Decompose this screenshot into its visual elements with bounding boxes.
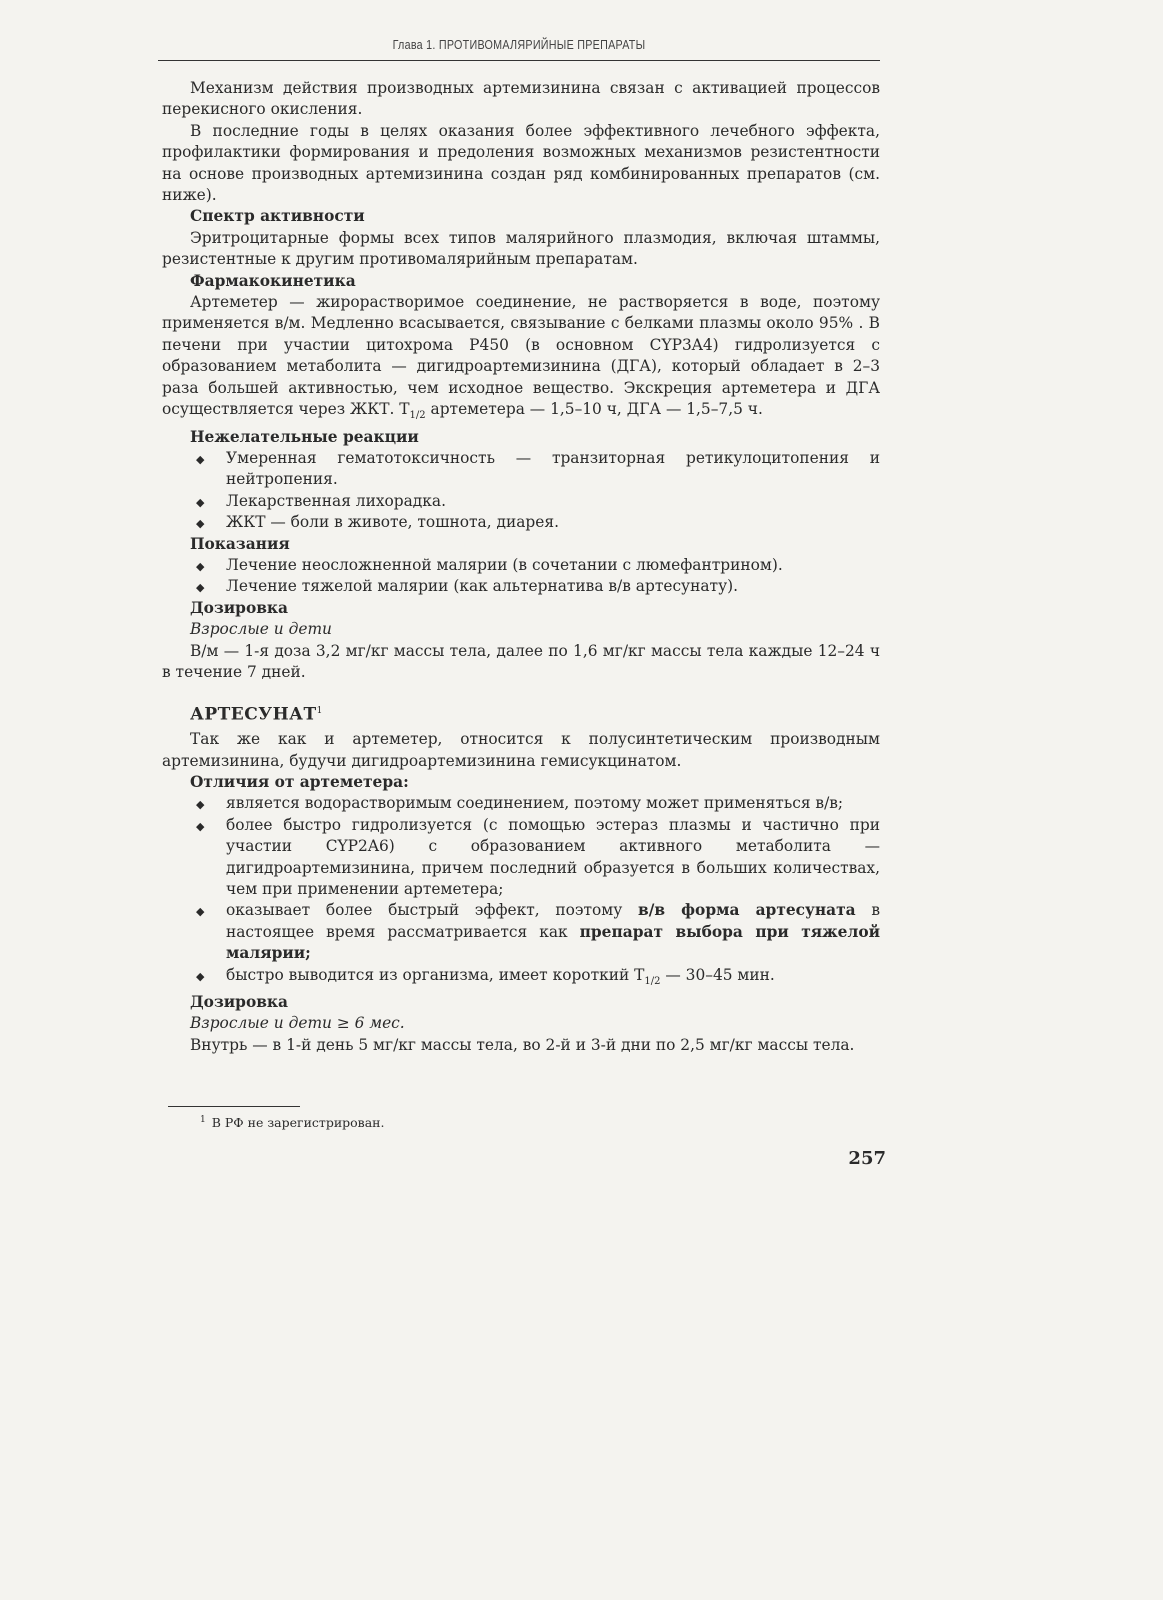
list-item-text-part: быстро выводится из организма, имеет короткий T	[226, 965, 645, 984]
artesunate-title-text: АРТЕСУНАТ	[190, 705, 317, 726]
list-item-text-part: в настоящее время рассматривается как	[226, 901, 880, 941]
list-item	[196, 965, 880, 992]
adverse-list	[162, 448, 880, 534]
bullet-icon: ◆	[196, 560, 205, 574]
indications-list	[162, 555, 880, 598]
list-item-text: более быстро гидролизуется (с помощью эстераз плазмы и частично при участии CYP2A6) с образованием активного метаболита — дигидроартемизинина, причем последний образуется в больших количествах, чем при применении артеметера;	[226, 815, 880, 898]
half-life-subscript: 1/2	[644, 975, 661, 987]
artesunate-dosage-subheading: Взрослые и дети ≥ 6 мес.	[190, 1014, 405, 1033]
artesunate-intro: Так же как и артеметер, относится к полусинтетическим производным артемизинина, будучи дигидроартемизинина гемисукцинатом.	[162, 730, 880, 770]
artesunate-dosage-text: Внутрь — в 1-й день 5 мг/кг массы тела, во 2-й и 3-й дни по 2,5 мг/кг массы тела.	[190, 1035, 855, 1054]
pharmacokinetics-text-main: Артеметер — жирорастворимое соединение, не растворяется в воде, поэтому применяется в/м. Медленно всасывается, связывание с белками плазмы около 95% . В печени при участии цитохрома Р450 (в основном CYP3A4) гидролизуется с образованием метаболита — дигидроартемизинина (ДГА), который обладает в 2–3 раза большей активностью, чем исходное вещество. Экскреция артеметера и ДГА осуществляется через ЖКТ. T	[162, 293, 880, 419]
bullet-icon: ◆	[196, 905, 205, 919]
list-item-text: является водорастворимым соединением, поэтому может применяться в/в;	[226, 794, 844, 813]
page-number: 257	[848, 1148, 886, 1169]
adverse-heading: Нежелательные реакции	[190, 427, 419, 446]
list-item	[196, 815, 880, 901]
list-item-text: Лекарственная лихорадка.	[226, 491, 446, 510]
half-life-subscript: 1/2	[409, 410, 426, 422]
bullet-icon: ◆	[196, 452, 205, 466]
list-item	[196, 793, 880, 814]
footnote-mark: 1	[200, 1115, 206, 1125]
dosage-subheading: Взрослые и дети	[190, 620, 332, 639]
bullet-icon: ◆	[196, 969, 205, 983]
list-item	[196, 491, 880, 512]
list-item-text: Умеренная гематотоксичность — транзиторная ретикулоцитопения и нейтропения.	[226, 448, 880, 489]
spectrum-text: Эритроцитарные формы всех типов малярийного плазмодия, включая штаммы, резистентные к другим противомалярийным препаратам.	[162, 228, 880, 269]
dosage-heading: Дозировка	[190, 598, 288, 617]
list-item-text-part: — 30–45 мин.	[660, 965, 775, 984]
list-item-emphasis: препарат выбора при тяжелой малярии;	[226, 922, 880, 963]
footnote-reference: 1	[316, 706, 323, 717]
artesunate-dosage-heading: Дозировка	[190, 993, 288, 1012]
header-rule	[158, 60, 880, 61]
pharmacokinetics-text	[162, 292, 880, 427]
intro-paragraph-1: Механизм действия производных артемизинина связан с активацией процессов перекисного окисления.	[162, 79, 880, 119]
list-item-text: Лечение неосложненной малярии (в сочетании с люмефантрином).	[226, 556, 783, 575]
bullet-icon: ◆	[196, 495, 205, 509]
list-item	[196, 555, 880, 576]
artesunate-title	[162, 699, 880, 727]
intro-paragraph-2: В последние годы в целях оказания более эффективного лечебного эффекта, профилактики формирования и предоления возможных механизмов резистентности на основе производных артемизинина создан ряд комбинированных препаратов (см. ниже).	[162, 121, 880, 205]
list-item	[196, 576, 880, 597]
list-item-text-part: оказывает более быстрый эффект, поэтому	[226, 901, 638, 920]
list-item	[196, 512, 880, 533]
bullet-icon: ◆	[196, 517, 205, 531]
differences-list	[162, 793, 880, 992]
footnote-text: В РФ не зарегистрирован.	[211, 1115, 385, 1131]
bullet-icon: ◆	[196, 819, 205, 833]
bullet-icon: ◆	[196, 581, 205, 595]
footnote	[200, 1112, 384, 1131]
differences-heading: Отличия от артеметера:	[190, 772, 409, 791]
indications-heading: Показания	[190, 534, 290, 553]
list-item-emphasis: в/в форма артесуната	[638, 901, 856, 920]
bullet-icon: ◆	[196, 798, 205, 812]
pharmacokinetics-heading: Фармакокинетика	[190, 271, 356, 290]
list-item	[196, 448, 880, 491]
list-item	[196, 900, 880, 964]
spectrum-heading: Спектр активности	[190, 207, 365, 226]
running-head: Глава 1. ПРОТИВОМАЛЯРИЙНЫЕ ПРЕПАРАТЫ	[392, 38, 646, 52]
page-body	[162, 78, 880, 1056]
list-item-text: ЖКТ — боли в животе, тошнота, диарея.	[226, 513, 559, 532]
footnote-rule	[168, 1106, 300, 1107]
dosage-text: В/м — 1-я доза 3,2 мг/кг массы тела, далее по 1,6 мг/кг массы тела каждые 12–24 ч в течение 7 дней.	[162, 641, 880, 682]
pharmacokinetics-text-tail: артеметера — 1,5–10 ч, ДГА — 1,5–7,5 ч.	[425, 400, 763, 419]
list-item-text: Лечение тяжелой малярии (как альтернатива в/в артесунату).	[226, 577, 739, 596]
